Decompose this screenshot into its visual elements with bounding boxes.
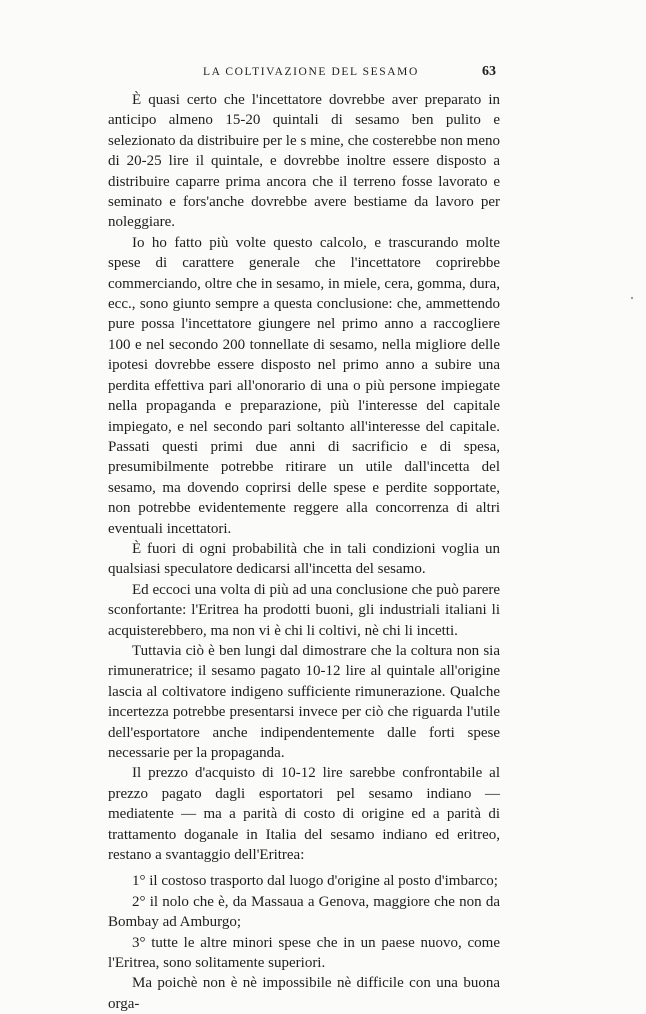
paragraph: È fuori di ogni probabilità che in tali condizioni voglia un qualsiasi speculatore dedicarsi all'incetta del sesamo. [108,540,500,578]
enumeration-number: 3° [132,934,146,951]
body-text [108,90,500,1014]
enumeration-item [108,892,500,933]
enumeration-item [108,933,500,974]
closing-paragraph: Ma poichè non è nè impossibile nè difficile con una buona orga- [108,975,500,1012]
enumeration-text: tutte le altre minori spese che in un paese nuovo, come l'Eritrea, sono solitamente superiori. [108,934,500,972]
paragraph: È quasi certo che l'incettatore dovrebbe aver preparato in anticipo almeno 15-20 quintali di sesamo ben pulito e selezionato da distribuire per le s mine, che costerebbe non meno di 20-25 lire il quintale, e dovrebbe inoltre essere disposto a distribuire caparre prima ancora che il terreno fosse lavorato e seminato e fors'anche dovrebbe avere bestiame da lavoro per noleggiare. [108,92,500,231]
paragraph: Il prezzo d'acquisto di 10-12 lire sarebbe confrontabile al prezzo pagato dagli esportatori pel sesamo indiano — mediatente — ma a parità di costo di origine ed a parità di trattamento doganale in Italia del sesamo indiano ed eritreo, restano a svantaggio dell'Eritrea: [108,765,500,864]
page-header [108,64,496,86]
paper-speck [631,297,633,299]
enumeration-number: 1° [132,873,146,890]
enumeration-number: 2° [132,893,146,910]
running-title: LA COLTIVAZIONE DEL SESAMO [203,66,419,78]
page-number: 63 [482,64,496,79]
enumeration-text: il costoso trasporto dal luogo d'origine al posto d'imbarco; [149,873,498,890]
enumeration-text: il nolo che è, da Massaua a Genova, maggiore che non da Bombay ad Amburgo; [108,893,501,931]
paragraph: Ed eccoci una volta di più ad una conclusione che può parere sconfortante: l'Eritrea ha prodotti buoni, gli industriali italiani li acquisterebbero, ma non vi è chi li coltivi, nè chi li incetti. [108,581,500,639]
paragraph: Io ho fatto più volte questo calcolo, e trascurando molte spese di carattere generale che l'incettatore coprirebbe commerciando, oltre che in sesamo, in miele, cera, gomma, dura, ecc., sono giunto sempre a questa conclusione: che, ammettendo pure possa l'incettatore giungere nel primo anno a raccogliere 100 e nel secondo 200 tonnellate di sesamo, nella migliore delle ipotesi dovrebbe essere disposto nel primo anno a subire una perdita effettiva pari all'onorario di una o più persone impiegate nella propaganda e preparazione, più l'interesse del capitale impiegato, e nel secondo pari soltanto all'interesse del capitale. Passati questi primi due anni di sacrificio e di spesa, presumibilmente potrebbe ritirare un utile dall'incetta del sesamo, ma dovendo coprirsi delle spese e perdite sopportate, non potrebbe evidentemente reggere alla concorrenza di altri eventuali incettatori. [108,234,500,537]
enumeration-item [108,871,500,891]
paragraph: Tuttavia ciò è ben lungi dal dimostrare che la coltura non sia rimuneratrice; il sesamo pagato 10-12 lire al quintale all'origine lascia al coltivatore indigeno sufficiente rimunerazione. Qualche incertezza potrebbe presentarsi invece per ciò che riguarda l'utile dell'esportatore anche indipendentemente dalle forti spese necessarie per la propaganda. [108,642,500,761]
